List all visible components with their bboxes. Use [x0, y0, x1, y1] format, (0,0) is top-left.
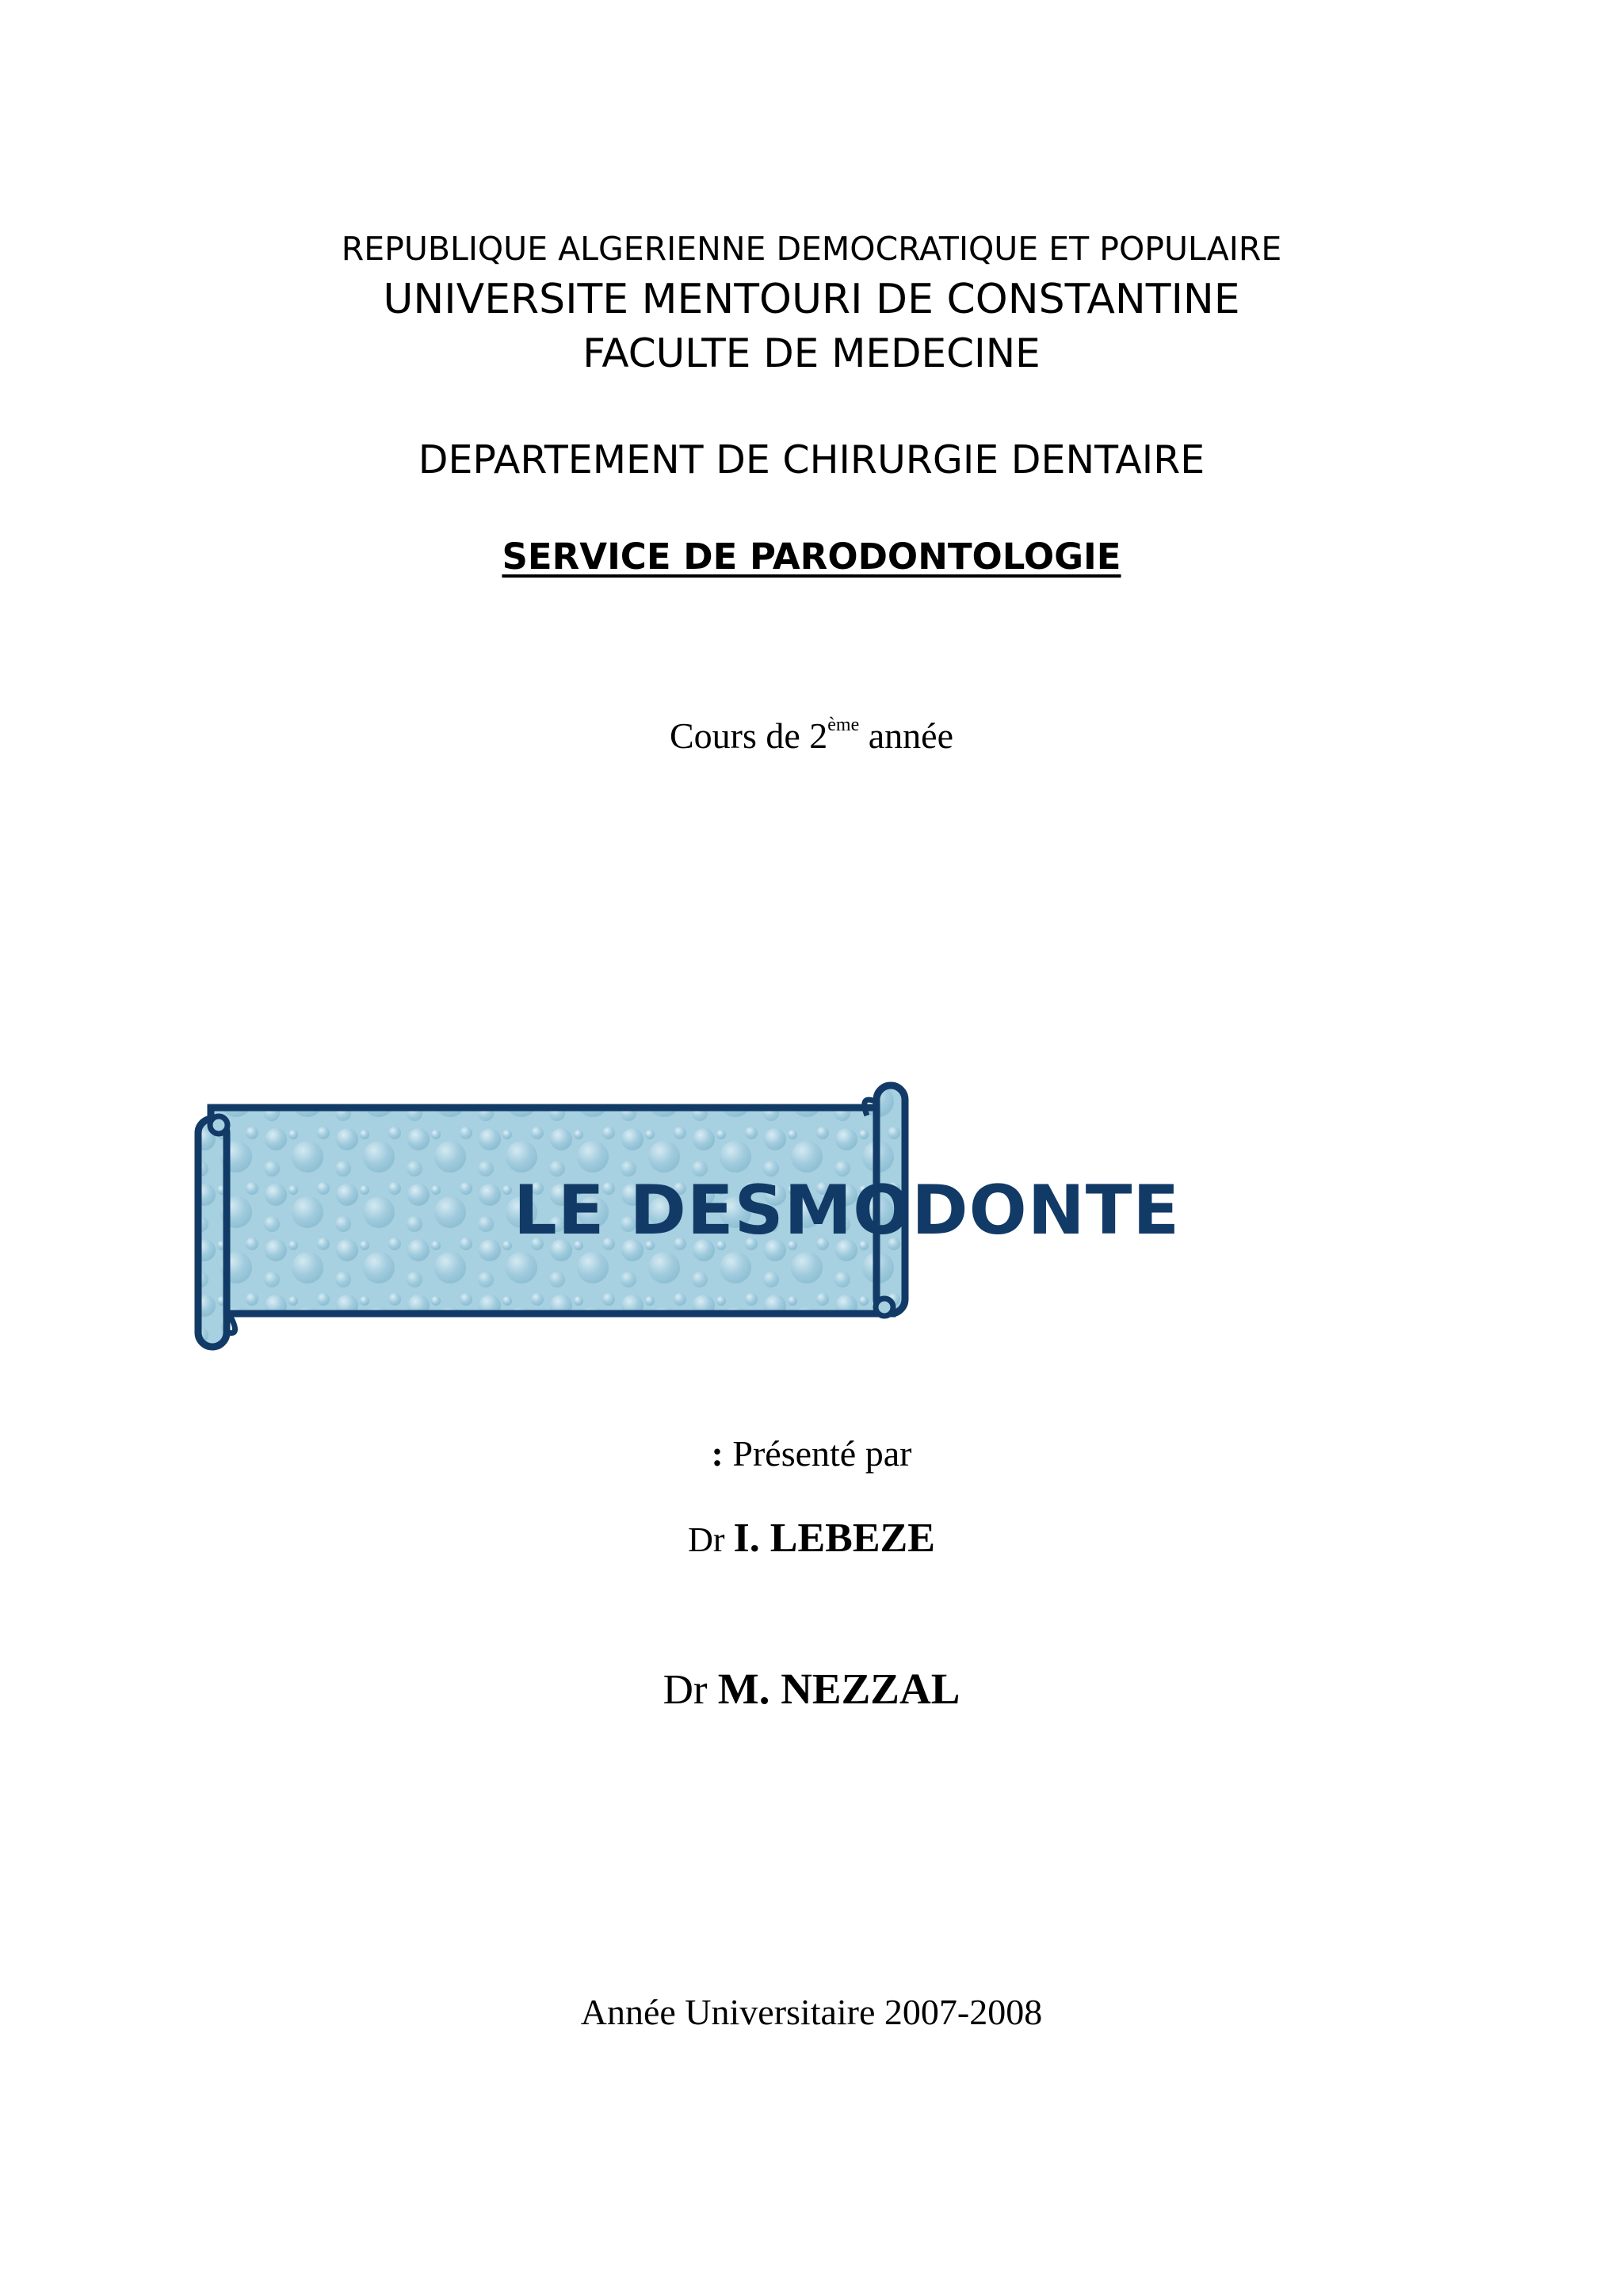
author-name: I. LEBEZE — [733, 1516, 935, 1561]
faculty-line: FACULTE DE MEDECINE — [582, 330, 1041, 376]
author-title: Dr — [663, 1667, 718, 1713]
presented-colon: : — [711, 1433, 724, 1474]
academic-year: Année Universitaire 2007-2008 — [580, 1992, 1043, 2032]
department-line: DEPARTEMENT DE CHIRURGIE DENTAIRE — [418, 437, 1205, 482]
course-suffix: année — [859, 715, 954, 756]
service-line: SERVICE DE PARODONTOLOGIE — [502, 536, 1121, 578]
course-line — [0, 715, 1623, 757]
course-prefix: Cours de 2 — [669, 715, 828, 756]
university-line: UNIVERSITE MENTOURI DE CONSTANTINE — [383, 276, 1240, 323]
republic-line: REPUBLIQUE ALGERIENNE DEMOCRATIQUE ET POPULAIRE — [341, 230, 1282, 268]
document-title: LE DESMODONTE — [514, 1171, 1181, 1250]
author-line — [0, 1515, 1623, 1562]
presented-label: Présenté par — [723, 1433, 912, 1474]
author-title: Dr — [688, 1520, 734, 1559]
author-line — [0, 1664, 1623, 1714]
author-name: M. NEZZAL — [717, 1665, 960, 1713]
presented-by-line — [0, 1432, 1623, 1474]
course-superscript: ème — [827, 715, 860, 735]
